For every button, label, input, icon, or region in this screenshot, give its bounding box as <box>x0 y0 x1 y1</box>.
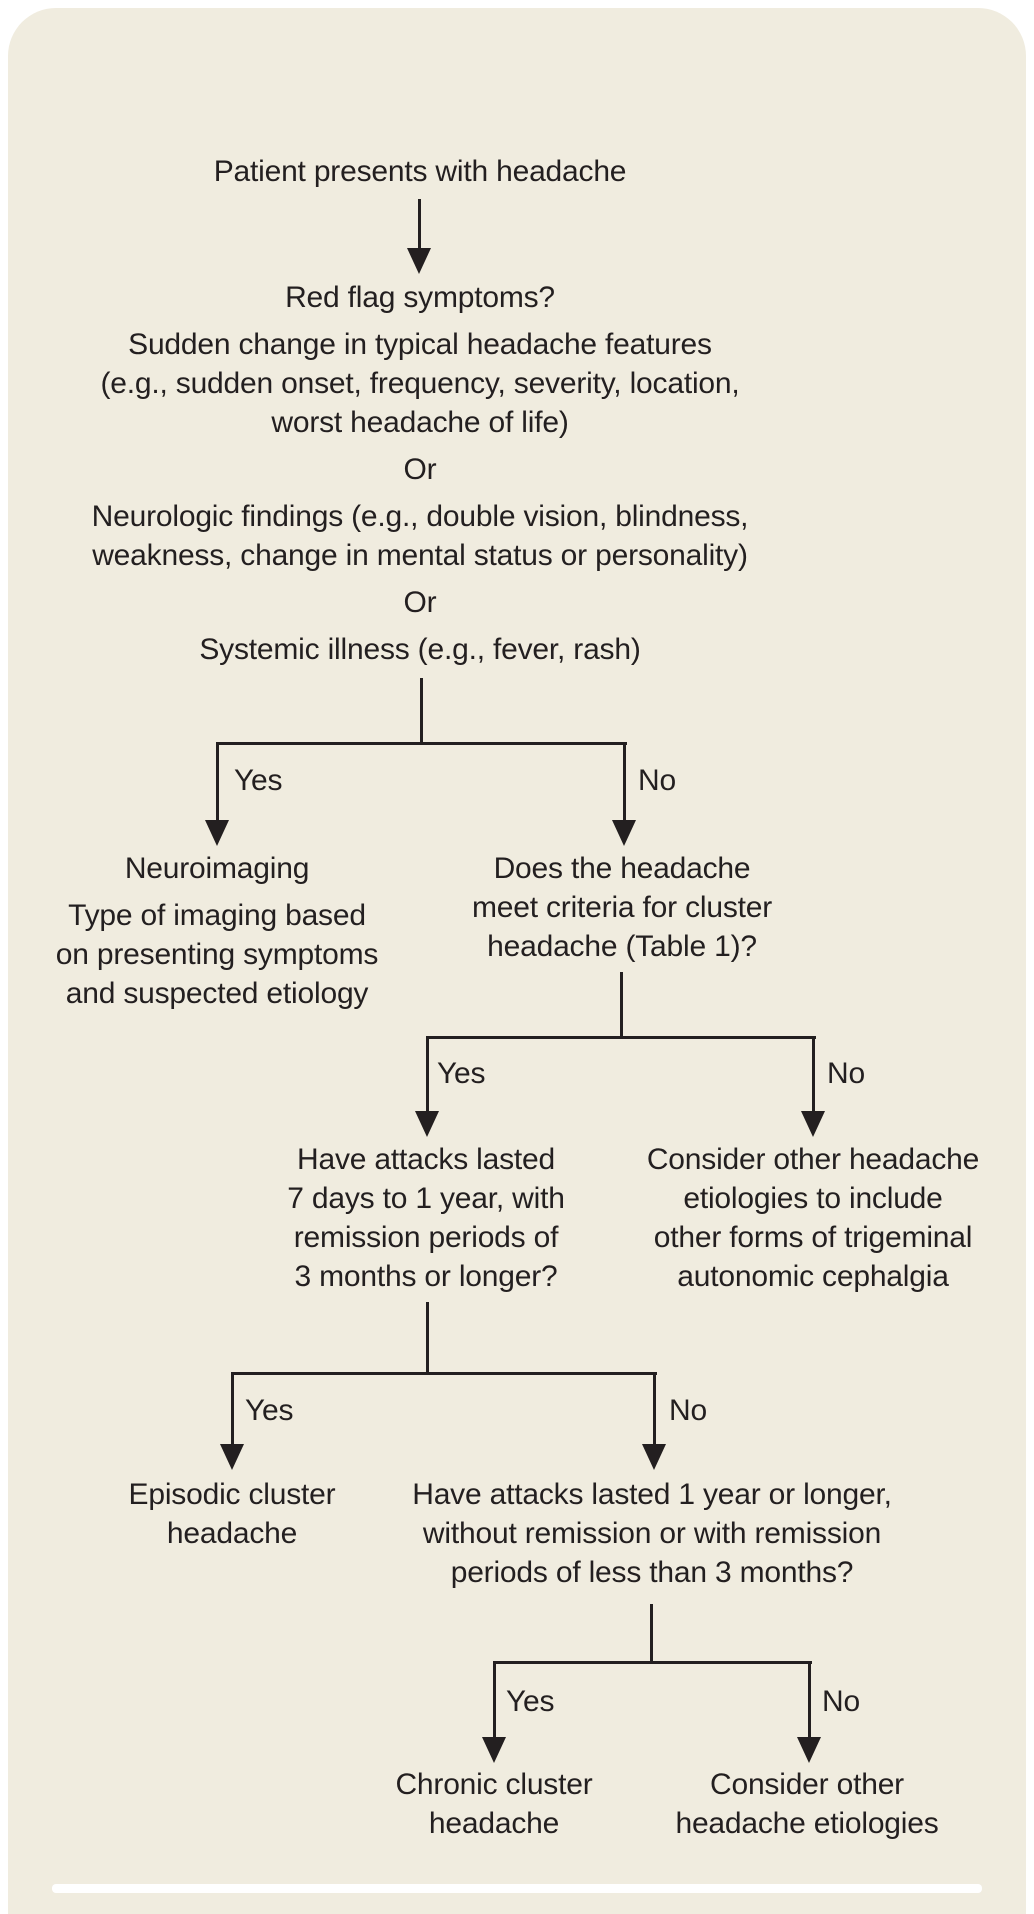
red-flags-item2 <box>70 497 770 575</box>
node-other-tac <box>643 1140 983 1296</box>
edge-branch3-no-shaft <box>653 1372 656 1445</box>
red-flags-item2-line2: weakness, change in mental status or personality) <box>92 539 748 572</box>
branch3-yes-label: Yes <box>245 1394 294 1427</box>
episodic-dx-line1: Episodic cluster <box>128 1478 336 1511</box>
other-etiologies-line2: headache etiologies <box>675 1807 939 1840</box>
neuroimaging-sub-line3: and suspected etiology <box>65 977 369 1010</box>
node-episodic-dx <box>82 1475 382 1553</box>
arrow-down-icon <box>801 1111 825 1137</box>
cluster-criteria-line2: meet criteria for cluster <box>471 891 773 924</box>
other-tac-line3: other forms of trigeminal <box>653 1221 973 1254</box>
red-flags-item1 <box>70 325 770 442</box>
node-other-etiologies <box>657 1765 957 1843</box>
node-neuroimaging <box>27 849 407 1013</box>
red-flags-or2: Or <box>403 586 437 619</box>
arrow-down-icon <box>415 1111 439 1137</box>
arrow-down-icon <box>642 1444 666 1470</box>
node-start-label: Patient presents with headache <box>213 155 627 188</box>
other-etiologies-line1: Consider other <box>710 1768 904 1801</box>
edge-branch1-yes-shaft <box>216 742 219 821</box>
chronic-question-line2: without remission or with remission <box>422 1517 882 1550</box>
red-flags-title: Red flag symptoms? <box>285 281 555 314</box>
branch3-no-label: No <box>669 1394 707 1427</box>
other-tac-line4: autonomic cephalgia <box>677 1260 949 1293</box>
edge-branch2-yes-shaft <box>426 1036 429 1112</box>
red-flags-item3: Systemic illness (e.g., fever, rash) <box>199 633 641 666</box>
episodic-question-line2: 7 days to 1 year, with <box>287 1182 565 1215</box>
neuroimaging-title: Neuroimaging <box>124 852 310 885</box>
chronic-dx-line2: headache <box>428 1807 560 1840</box>
red-flags-item1-line1: Sudden change in typical headache features <box>128 328 712 361</box>
node-episodic-question <box>276 1140 576 1296</box>
arrow-down-icon <box>612 820 636 846</box>
branch1-yes-label: Yes <box>234 764 283 797</box>
branch2-yes-label: Yes <box>437 1057 486 1090</box>
edge-branch1-no-shaft <box>623 742 626 821</box>
edge-branch2-no-shaft <box>812 1036 815 1112</box>
node-cluster-criteria <box>452 849 792 966</box>
node-chronic-question <box>402 1475 902 1592</box>
edge-branch3-horizontal <box>232 1372 657 1375</box>
episodic-dx-line2: headache <box>166 1517 298 1550</box>
node-chronic-dx <box>344 1765 644 1843</box>
arrow-down-icon <box>407 248 431 274</box>
cluster-criteria-line1: Does the headache <box>493 852 751 885</box>
arrow-down-icon <box>205 820 229 846</box>
edge-branch2-horizontal <box>427 1036 816 1039</box>
edge-branch4-yes-shaft <box>493 1661 496 1738</box>
other-tac-line2: etiologies to include <box>683 1182 943 1215</box>
edge-branch1-stub <box>420 678 423 742</box>
arrow-down-icon <box>220 1444 244 1470</box>
edge-branch4-stub <box>650 1604 653 1661</box>
red-flags-item1-line3: worst headache of life) <box>271 406 569 439</box>
branch2-no-label: No <box>827 1057 865 1090</box>
branch4-no-label: No <box>822 1685 860 1718</box>
node-start <box>170 152 670 191</box>
red-flags-or1: Or <box>403 453 437 486</box>
edge-branch3-yes-shaft <box>231 1372 234 1445</box>
arrow-down-icon <box>797 1737 821 1763</box>
edge-branch4-no-shaft <box>808 1661 811 1738</box>
edge-branch3-stub <box>426 1302 429 1372</box>
node-red-flags <box>70 278 770 669</box>
branch1-no-label: No <box>638 764 676 797</box>
episodic-question-line1: Have attacks lasted <box>297 1143 555 1176</box>
other-tac-line1: Consider other headache <box>646 1143 980 1176</box>
cluster-criteria-line3: headache (Table 1)? <box>487 930 757 963</box>
edge-branch2-stub <box>620 972 623 1036</box>
episodic-question-line3: remission periods of <box>293 1221 559 1254</box>
bottom-separator <box>52 1884 982 1893</box>
branch4-yes-label: Yes <box>506 1685 555 1718</box>
chronic-dx-line1: Chronic cluster <box>395 1768 593 1801</box>
edge-start-shaft <box>418 199 421 250</box>
neuroimaging-sub-line2: on presenting symptoms <box>55 938 379 971</box>
red-flags-item1-line2: (e.g., sudden onset, frequency, severity, location, <box>100 367 740 400</box>
edge-branch4-horizontal <box>494 1661 812 1664</box>
neuroimaging-subtext <box>27 896 407 1013</box>
red-flags-item2-line1: Neurologic findings (e.g., double vision, blindness, <box>91 500 749 533</box>
edge-branch1-horizontal <box>217 742 627 745</box>
arrow-down-icon <box>482 1737 506 1763</box>
episodic-question-line4: 3 months or longer? <box>294 1260 558 1293</box>
neuroimaging-sub-line1: Type of imaging based <box>68 899 366 932</box>
chronic-question-line1: Have attacks lasted 1 year or longer, <box>412 1478 892 1511</box>
chronic-question-line3: periods of less than 3 months? <box>450 1556 854 1589</box>
